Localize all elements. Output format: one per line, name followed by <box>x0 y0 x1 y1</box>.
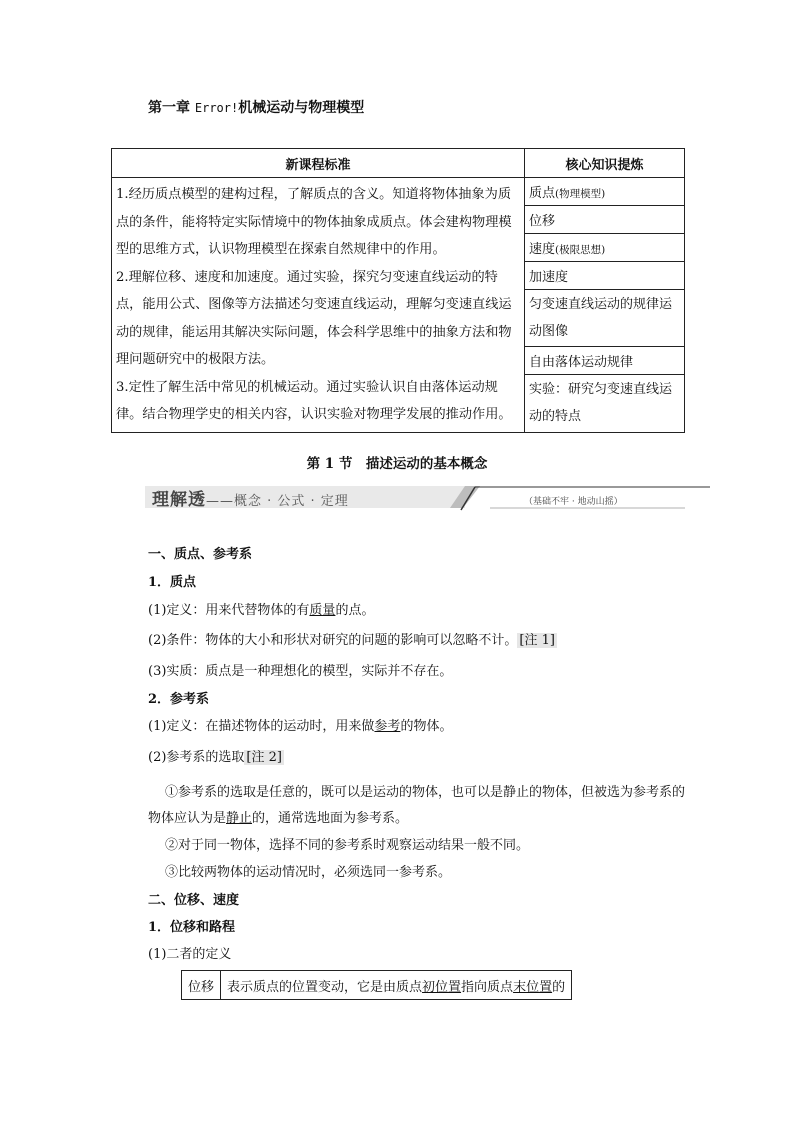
chapter-error-text: Error! <box>194 101 239 115</box>
para-condition: (2)条件：物体的大小和形状对研究的问题的影响可以忽略不计。 [注 1] <box>148 633 555 648</box>
core-item-velocity: 速度(极限思想) <box>525 234 685 262</box>
core-item-free-fall: 自由落体运动规律 <box>525 347 685 375</box>
standards-list <box>112 178 525 433</box>
def-term: 位移 <box>182 971 221 1000</box>
heading-displacement-velocity: 二、位移、速度 <box>148 893 240 908</box>
para-circle-2: ②对于同一物体，选择不同的参考系时观察运动结果一般不同。 <box>165 838 530 853</box>
core-item-displacement: 位移 <box>525 206 685 234</box>
heading-mass-point: 1．质点 <box>148 575 197 590</box>
note-link-1[interactable]: [注 1] <box>519 633 555 648</box>
heading-displacement-distance: 1．位移和路程 <box>148 920 236 935</box>
para-circle-3: ③比较两物体的运动情况时，必须选同一参考系。 <box>165 865 452 880</box>
banner-note: （基础不牢 · 地动山摇） <box>524 497 623 507</box>
note-link-2[interactable]: [注 2] <box>246 750 282 765</box>
core-item-uniform-accel: 匀变速直线运动的规律运动图像 <box>525 290 685 347</box>
para-selection: (2)参考系的选取 [注 2] <box>148 750 282 765</box>
banner-title <box>152 485 349 510</box>
section-title: 第 1 节 描述运动的基本概念 <box>306 456 488 472</box>
heading-mass-point-reference: 一、质点、参考系 <box>148 547 253 562</box>
standard-item-2: 2.理解位移、速度和加速度。通过实验，探究匀变速直线运动的特点，能用公式、图像等方法描述匀变速直线运动，理解匀变速直线运动的规律，能运用其解决实际问题，体会科学思维中的抽象方法和物理问题研究中的极限方法。 <box>116 269 512 367</box>
header-core-knowledge: 核心知识提炼 <box>525 149 685 178</box>
core-item-acceleration: 加速度 <box>525 262 685 290</box>
para-definitions: (1)二者的定义 <box>148 947 232 962</box>
standards-table <box>111 148 685 433</box>
banner-dash: —— <box>206 494 234 509</box>
para-essence: (3)实质：质点是一种理想化的模型，实际并不存在。 <box>148 664 453 679</box>
definition-table <box>181 970 572 1000</box>
standard-item-3: 3.定性了解生活中常见的机械运动。通过实验认识自由落体运动规律。结合物理学史的相关内容，认识实验对物理学发展的推动作用。 <box>116 379 512 422</box>
chapter-name: 机械运动与物理模型 <box>238 100 365 116</box>
chapter-prefix: 第一章 <box>148 100 190 116</box>
heading-reference-frame: 2．参考系 <box>148 692 210 707</box>
banner-sub: 概念 · 公式 · 定理 <box>234 494 349 509</box>
def-description: 表示质点的位置变动，它是由质点初位置指向质点末位置的 <box>221 971 572 1000</box>
core-item-mass-point: 质点(物理模型) <box>525 178 685 206</box>
standard-item-1: 1.经历质点模型的建构过程，了解质点的含义。知道将物体抽象为质点的条件，能将特定实际情境中的物体抽象成质点。体会建构物理模型的思维方式，认识物理模型在探索自然规律中的作用。 <box>116 187 512 257</box>
para-definition-1: (1)定义：用来代替物体的有质量的点。 <box>148 603 375 618</box>
para-definition-2: (1)定义：在描述物体的运动时，用来做参考的物体。 <box>148 719 453 734</box>
chapter-title <box>148 97 364 117</box>
core-item-experiment: 实验：研究匀变速直线运动的特点 <box>525 375 685 432</box>
header-new-standard: 新课程标准 <box>112 149 525 178</box>
para-circle-1: ①参考系的选取是任意的，既可以是运动的物体，也可以是静止的物体，但被选为参考系的物体应认为是静止的，通常选地面为参考系。 <box>148 785 686 826</box>
banner-main: 理解透 <box>152 490 206 510</box>
